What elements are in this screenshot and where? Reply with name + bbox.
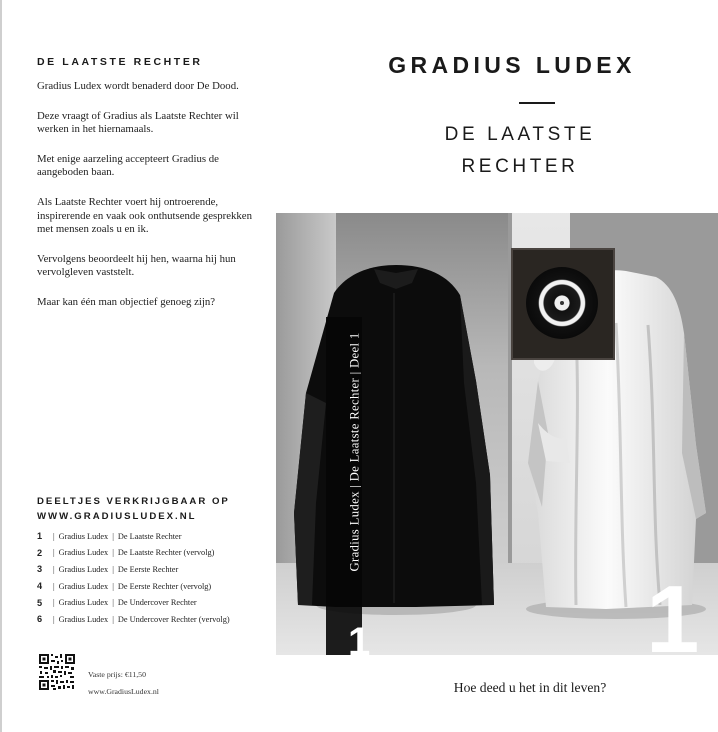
part-series: Gradius Ludex xyxy=(58,581,109,591)
part-item xyxy=(37,578,269,595)
parts-list xyxy=(37,528,269,628)
part-title: De Undercover Rechter (vervolg) xyxy=(117,614,230,624)
separator: | xyxy=(112,614,114,624)
separator: | xyxy=(53,564,55,574)
part-series: Gradius Ludex xyxy=(58,598,109,608)
part-item xyxy=(37,561,269,578)
part-series: Gradius Ludex xyxy=(58,614,109,624)
back-cover xyxy=(0,0,276,732)
part-title: De Laatste Rechter (vervolg) xyxy=(117,548,215,558)
availability-heading-line: DEELTJES VERKRIJGBAAR OP xyxy=(37,496,230,507)
series-title: GRADIUS LUDEX xyxy=(388,52,636,78)
part-series: Gradius Ludex xyxy=(58,548,109,558)
blurb-paragraph: Maar kan één man objectief genoeg zijn? xyxy=(37,295,216,308)
part-title: De Undercover Rechter xyxy=(117,598,197,608)
book-title xyxy=(276,119,718,183)
separator: | xyxy=(112,598,114,608)
separator: | xyxy=(112,548,114,558)
qr-code-icon xyxy=(38,653,76,691)
spine-number: 1 xyxy=(348,620,371,664)
availability-heading xyxy=(37,494,230,524)
book-title-line: DE LAATSTE xyxy=(444,124,596,145)
blurb-paragraph: Als Laatste Rechter voert hij ontroerende, inspirerende en vaak ook onthutsende gesprekken met mensen zoals u en ik. xyxy=(37,195,252,236)
blurb-paragraph: Deze vraagt of Gradius als Laatste Rechter wil werken in het hiernamaals. xyxy=(37,109,239,136)
availability-website: WWW.GRADIUSLUDEX.NL xyxy=(37,511,197,522)
blurb-paragraph: Gradius Ludex wordt benaderd door De Dood. xyxy=(37,80,239,92)
part-number: 1 xyxy=(37,531,43,542)
tagline: Hoe deed u het in dit leven? xyxy=(453,680,607,695)
part-number: 5 xyxy=(37,597,43,608)
blurb-paragraph: Vervolgens beoordeelt hij hen, waarna hij hun vervolgleven vaststelt. xyxy=(37,252,236,279)
separator: | xyxy=(53,581,55,591)
part-title: De Eerste Rechter xyxy=(117,564,179,574)
back-cover-title: DE LAATSTE RECHTER xyxy=(37,56,203,68)
price: Vaste prijs: €11,50 xyxy=(88,670,146,679)
blurb xyxy=(37,80,262,326)
separator: | xyxy=(112,581,114,591)
part-number: 2 xyxy=(37,547,43,558)
part-item xyxy=(37,545,269,562)
blurb-paragraph: Met enige aarzeling accepteert Gradius de aangeboden baan. xyxy=(37,152,219,179)
book-title-line: RECHTER xyxy=(461,156,579,177)
title-divider xyxy=(519,102,555,104)
website: www.GradiusLudex.nl xyxy=(88,687,159,696)
part-number: 3 xyxy=(37,564,43,575)
separator: | xyxy=(53,531,55,541)
spine-label: Gradius Ludex | De Laatste Rechter | Deel 1 xyxy=(347,332,362,572)
part-title: De Eerste Rechter (vervolg) xyxy=(117,581,212,591)
part-title: De Laatste Rechter xyxy=(117,531,182,541)
separator: | xyxy=(112,531,114,541)
part-series: Gradius Ludex xyxy=(58,531,109,541)
front-cover xyxy=(276,0,718,732)
volume-number: 1 xyxy=(646,566,700,673)
part-number: 4 xyxy=(37,581,43,592)
part-item xyxy=(37,528,269,545)
part-series: Gradius Ludex xyxy=(58,564,109,574)
separator: | xyxy=(53,548,55,558)
separator: | xyxy=(112,564,114,574)
part-item xyxy=(37,594,269,611)
part-item xyxy=(37,611,269,628)
part-number: 6 xyxy=(37,614,43,625)
separator: | xyxy=(53,614,55,624)
separator: | xyxy=(53,598,55,608)
